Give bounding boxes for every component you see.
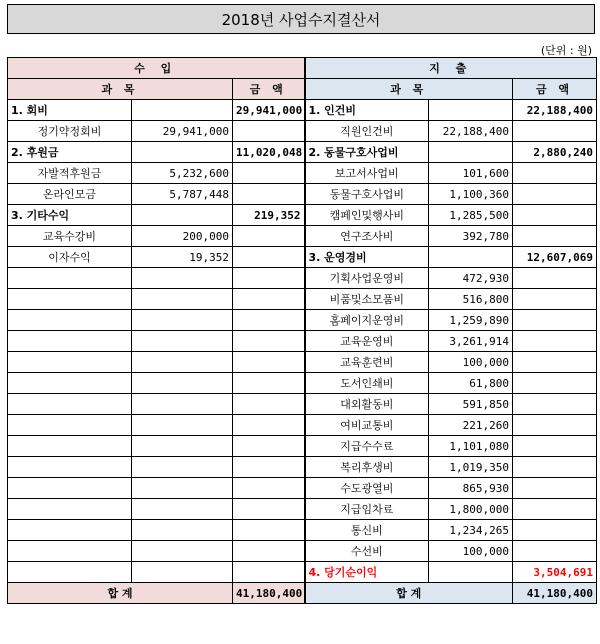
income-item-amount: 200,000 [132, 226, 233, 247]
empty-cell [233, 562, 305, 583]
expense-category-amount: 2,880,240 [513, 142, 597, 163]
expense-item-amount: 101,600 [429, 163, 513, 184]
empty-cell [8, 268, 132, 289]
title-text: 2018년 사업수지결산서 [221, 10, 381, 29]
expense-item-label: 지급임차료 [305, 499, 429, 520]
empty-cell [513, 415, 597, 436]
empty-cell [513, 499, 597, 520]
expense-category-amount: 3,504,691 [513, 562, 597, 583]
expense-item-label: 여비교통비 [305, 415, 429, 436]
expense-total-label: 합 계 [305, 583, 513, 604]
empty-cell [513, 268, 597, 289]
table-row [8, 331, 597, 352]
expense-item-amount: 1,234,265 [429, 520, 513, 541]
income-item-label: 정기약정회비 [8, 121, 132, 142]
expense-item-label: 수도광열비 [305, 478, 429, 499]
empty-cell [233, 268, 305, 289]
expense-item-label: 비품및소모품비 [305, 289, 429, 310]
table-row [8, 289, 597, 310]
empty-cell [8, 289, 132, 310]
expense-item-amount: 865,930 [429, 478, 513, 499]
table-row [8, 268, 597, 289]
expense-item-label: 대외활동비 [305, 394, 429, 415]
empty-cell [513, 184, 597, 205]
empty-cell [132, 562, 233, 583]
empty-cell [429, 142, 513, 163]
empty-cell [513, 436, 597, 457]
expense-header: 지 출 [305, 58, 597, 79]
expense-item-amount: 392,780 [429, 226, 513, 247]
expense-subject-label: 과 목 [305, 79, 513, 100]
empty-cell [233, 352, 305, 373]
empty-cell [513, 541, 597, 562]
expense-item-label: 기획사업운영비 [305, 268, 429, 289]
expense-item-label: 직원인건비 [305, 121, 429, 142]
empty-cell [233, 184, 305, 205]
empty-cell [132, 331, 233, 352]
income-item-amount: 5,232,600 [132, 163, 233, 184]
income-total-label: 합 계 [8, 583, 233, 604]
table-row [8, 415, 597, 436]
empty-cell [513, 457, 597, 478]
expense-item-amount: 61,800 [429, 373, 513, 394]
empty-cell [132, 541, 233, 562]
table-row [8, 121, 597, 142]
income-total-amount: 41,180,400 [233, 583, 305, 604]
empty-cell [233, 415, 305, 436]
expense-item-amount: 591,850 [429, 394, 513, 415]
table-row [8, 436, 597, 457]
income-item-label: 자발적후원금 [8, 163, 132, 184]
empty-cell [233, 541, 305, 562]
income-category-amount: 219,352 [233, 205, 305, 226]
empty-cell [513, 394, 597, 415]
document-title [7, 4, 595, 34]
income-item-label: 이자수익 [8, 247, 132, 268]
empty-cell [8, 331, 132, 352]
empty-cell [233, 499, 305, 520]
table-row [8, 100, 597, 121]
income-category-label: 3. 기타수익 [8, 205, 132, 226]
empty-cell [8, 436, 132, 457]
empty-cell [513, 331, 597, 352]
expense-item-label: 교육훈련비 [305, 352, 429, 373]
table-row [8, 562, 597, 583]
income-amount-label: 금 액 [233, 79, 305, 100]
empty-cell [132, 205, 233, 226]
empty-cell [513, 373, 597, 394]
empty-cell [8, 415, 132, 436]
income-header: 수 입 [8, 58, 305, 79]
empty-cell [513, 121, 597, 142]
empty-cell [233, 163, 305, 184]
empty-cell [233, 478, 305, 499]
expense-item-label: 복리후생비 [305, 457, 429, 478]
expense-item-label: 동물구호사업비 [305, 184, 429, 205]
table-row [8, 352, 597, 373]
empty-cell [429, 562, 513, 583]
empty-cell [132, 352, 233, 373]
empty-cell [233, 121, 305, 142]
expense-item-amount: 1,100,360 [429, 184, 513, 205]
empty-cell [8, 457, 132, 478]
table-row [8, 310, 597, 331]
expense-item-amount: 1,285,500 [429, 205, 513, 226]
expense-item-amount: 22,188,400 [429, 121, 513, 142]
settlement-table [7, 57, 597, 604]
empty-cell [132, 289, 233, 310]
income-item-amount: 5,787,448 [132, 184, 233, 205]
expense-item-label: 도서인쇄비 [305, 373, 429, 394]
expense-item-label: 캠페인및행사비 [305, 205, 429, 226]
expense-category-label: 4. 당기순이익 [305, 562, 429, 583]
expense-category-amount: 12,607,069 [513, 247, 597, 268]
income-item-label: 교육수강비 [8, 226, 132, 247]
empty-cell [132, 373, 233, 394]
table-row [8, 226, 597, 247]
expense-item-label: 교육운영비 [305, 331, 429, 352]
subheader-row [8, 79, 597, 100]
expense-category-label: 3. 운영경비 [305, 247, 429, 268]
empty-cell [233, 289, 305, 310]
expense-item-amount: 472,930 [429, 268, 513, 289]
empty-cell [233, 331, 305, 352]
expense-item-label: 보고서사업비 [305, 163, 429, 184]
empty-cell [429, 100, 513, 121]
empty-cell [132, 520, 233, 541]
expense-item-amount: 1,101,080 [429, 436, 513, 457]
empty-cell [132, 415, 233, 436]
header-row [8, 58, 597, 79]
expense-item-amount: 516,800 [429, 289, 513, 310]
empty-cell [513, 520, 597, 541]
unit-note: (단위 : 원) [540, 44, 592, 57]
expense-item-label: 수선비 [305, 541, 429, 562]
income-category-label: 2. 후원금 [8, 142, 132, 163]
empty-cell [513, 289, 597, 310]
expense-item-amount: 1,800,000 [429, 499, 513, 520]
empty-cell [8, 373, 132, 394]
empty-cell [8, 562, 132, 583]
expense-amount-label: 금 액 [513, 79, 597, 100]
total-row [8, 583, 597, 604]
empty-cell [513, 226, 597, 247]
expense-item-amount: 100,000 [429, 541, 513, 562]
empty-cell [513, 352, 597, 373]
income-category-amount: 29,941,000 [233, 100, 305, 121]
empty-cell [132, 310, 233, 331]
income-item-amount: 29,941,000 [132, 121, 233, 142]
empty-cell [429, 247, 513, 268]
empty-cell [513, 310, 597, 331]
income-category-label: 1. 회비 [8, 100, 132, 121]
expense-item-amount: 1,259,890 [429, 310, 513, 331]
table-row [8, 541, 597, 562]
table-row [8, 184, 597, 205]
table-row [8, 373, 597, 394]
empty-cell [233, 394, 305, 415]
table-row [8, 163, 597, 184]
empty-cell [233, 247, 305, 268]
empty-cell [513, 205, 597, 226]
empty-cell [8, 541, 132, 562]
empty-cell [233, 520, 305, 541]
expense-category-label: 2. 동물구호사업비 [305, 142, 429, 163]
income-subject-label: 과 목 [8, 79, 233, 100]
expense-category-amount: 22,188,400 [513, 100, 597, 121]
expense-item-label: 연구조사비 [305, 226, 429, 247]
empty-cell [8, 499, 132, 520]
table-row [8, 520, 597, 541]
empty-cell [132, 268, 233, 289]
table-row [8, 394, 597, 415]
table-row [8, 142, 597, 163]
empty-cell [132, 142, 233, 163]
empty-cell [513, 478, 597, 499]
expense-item-label: 지급수수료 [305, 436, 429, 457]
empty-cell [132, 478, 233, 499]
expense-item-label: 홈페이지운영비 [305, 310, 429, 331]
empty-cell [8, 394, 132, 415]
empty-cell [233, 226, 305, 247]
empty-cell [233, 436, 305, 457]
empty-cell [8, 352, 132, 373]
empty-cell [132, 394, 233, 415]
expense-category-label: 1. 인건비 [305, 100, 429, 121]
empty-cell [132, 457, 233, 478]
table-row [8, 205, 597, 226]
expense-item-amount: 100,000 [429, 352, 513, 373]
expense-total-amount: 41,180,400 [513, 583, 597, 604]
empty-cell [233, 310, 305, 331]
income-item-label: 온라인모금 [8, 184, 132, 205]
empty-cell [132, 436, 233, 457]
empty-cell [132, 100, 233, 121]
table-row [8, 247, 597, 268]
empty-cell [233, 457, 305, 478]
expense-item-amount: 1,019,350 [429, 457, 513, 478]
expense-item-amount: 3,261,914 [429, 331, 513, 352]
empty-cell [233, 373, 305, 394]
expense-item-amount: 221,260 [429, 415, 513, 436]
table-row [8, 478, 597, 499]
table-row [8, 499, 597, 520]
table-row [8, 457, 597, 478]
empty-cell [8, 478, 132, 499]
empty-cell [513, 163, 597, 184]
empty-cell [132, 499, 233, 520]
income-category-amount: 11,020,048 [233, 142, 305, 163]
expense-item-label: 통신비 [305, 520, 429, 541]
empty-cell [8, 310, 132, 331]
income-item-amount: 19,352 [132, 247, 233, 268]
empty-cell [8, 520, 132, 541]
